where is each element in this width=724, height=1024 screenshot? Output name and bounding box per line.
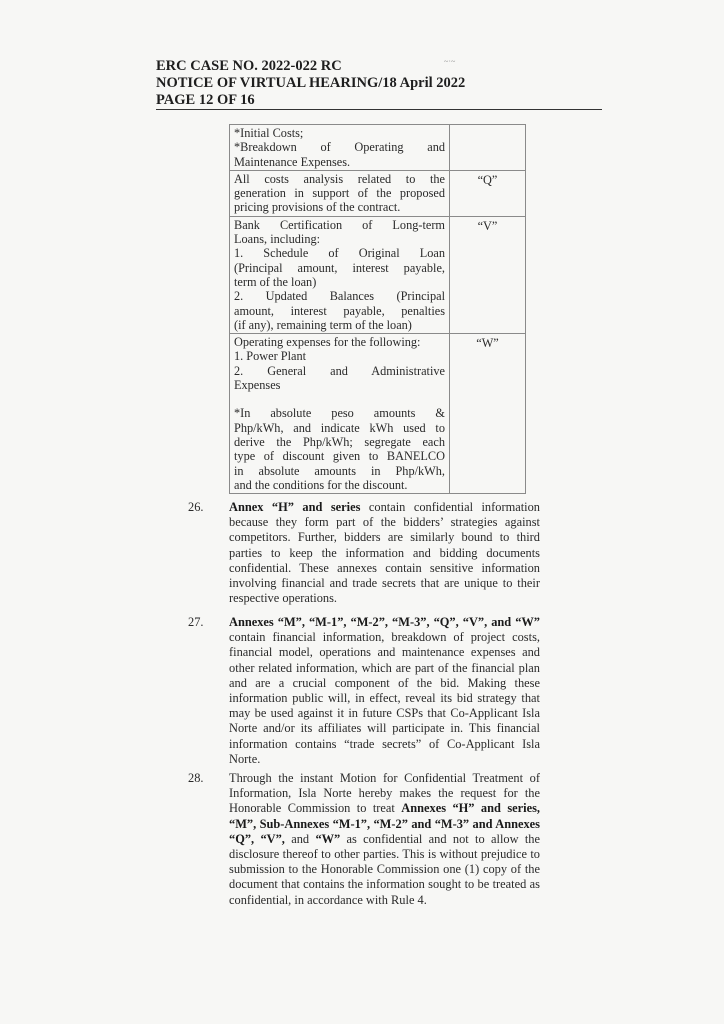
row-annex-ref: “W” (450, 334, 526, 494)
paragraph-text: Through the instant Motion for Confidential Treatment of Information, Isla Norte hereby makes the request for the Honorable Commission to treat (229, 771, 540, 816)
row-description (230, 216, 450, 333)
cell-line: Loans, including: (234, 232, 321, 247)
paragraph-text: as confidential and not to allow the disclosure thereof to other parties. This is without prejudice to submission to the Honorable Commission one (1) copy of the document that contains the information sought to be treated as confidential, in accordance with Rule 4. (229, 831, 540, 907)
paragraph-bold: “W” (315, 831, 341, 846)
paragraph-number: 26. (188, 500, 204, 514)
notice-title: NOTICE OF VIRTUAL HEARING/18 April 2022 (156, 75, 466, 91)
paragraph-bold-lead: Annexes “M”, “M-1”, “M-2”, “M-3”, “Q”, “V”, and “W” (229, 615, 540, 629)
cell-line: Maintenance Expenses. (234, 154, 351, 169)
cell-line: and the conditions for the discount. (234, 477, 408, 492)
cell-line: derive the Php/kWh; segregate each (234, 434, 445, 449)
cell-line: in absolute amounts in Php/kWh, (234, 463, 445, 478)
cell-line: (if any), remaining term of the loan) (234, 317, 412, 332)
row-annex-ref: “Q” (450, 170, 526, 216)
paragraph-number: 28. (188, 771, 204, 785)
paragraph-bold-lead: Annex “H” and series (229, 500, 361, 514)
row-annex-ref (450, 125, 526, 171)
row-annex-ref: “V” (450, 216, 526, 333)
cell-line: amount, interest payable, penalties (234, 303, 445, 318)
cell-line: *Initial Costs; (234, 126, 304, 140)
case-number: ERC CASE NO. 2022-022 RC (156, 58, 342, 74)
row-description (230, 125, 450, 171)
table-row (230, 334, 526, 494)
paragraph-text: contain confidential information because they form part of the bidders’ strategies against competitors. Further, bidders are similarly bound to third parties to keep the information and bidding documents confidential. These annexes contain sensitive information involving financial and trade secrets that are unique to their respective operations. (229, 500, 540, 606)
cell-line: (Principal amount, interest payable, (234, 260, 445, 275)
table-row (230, 125, 526, 171)
paragraph-27 (229, 615, 540, 767)
table-row (230, 170, 526, 216)
row-description (230, 334, 450, 494)
header-divider (156, 109, 602, 110)
cell-line: type of discount given to BANELCO (234, 449, 445, 464)
cell-line: Bank Certification of Long-term (234, 217, 445, 232)
paragraph-26 (229, 500, 540, 606)
document-header (156, 58, 602, 109)
cell-line: 2. Updated Balances (Principal (234, 289, 445, 304)
table-row (230, 216, 526, 333)
cell-line: 2. General and Administrative (234, 363, 445, 378)
paragraph-bold: Annexes “H” and series, “M”, Sub-Annexes “M-1”, “M-2” and “M-3” and Annexes “Q”, “V”, (229, 801, 540, 846)
page-number: PAGE 12 OF 16 (156, 92, 255, 108)
row-description (230, 170, 450, 216)
annex-table (229, 124, 526, 494)
paragraph-text: contain financial information, breakdown of project costs, financial model, operations and maintenance expenses and other related information, which are part of the financial plan and are a crucial component of the bid. Making these information public will, in effect, reveal its bid strategy that may be used against it in future CSPs that Co-Applicant Isla Norte and/or its affiliates will participate in. This financial information contains “trade secrets” of Co-Applicant Isla Norte. (229, 630, 540, 766)
cell-line: pricing provisions of the contract. (234, 200, 401, 215)
cell-line: Php/kWh, and indicate kWh used to (234, 420, 445, 435)
cell-line: All costs analysis related to the (234, 171, 445, 186)
cell-line: 1. Schedule of Original Loan (234, 246, 445, 261)
paragraph-28 (229, 771, 540, 908)
cell-line: Expenses (234, 378, 281, 393)
pen-mark: ~·~ (444, 57, 456, 66)
cell-line: term of the loan) (234, 274, 317, 289)
cell-line: generation in support of the proposed (234, 186, 445, 201)
cell-line: *In absolute peso amounts & (234, 406, 445, 421)
cell-line: *Breakdown of Operating and (234, 140, 445, 155)
paragraph-number: 27. (188, 615, 204, 629)
cell-line: 1. Power Plant (234, 349, 307, 364)
cell-line: Operating expenses for the following: (234, 335, 421, 350)
paragraph-text: and (284, 831, 316, 846)
